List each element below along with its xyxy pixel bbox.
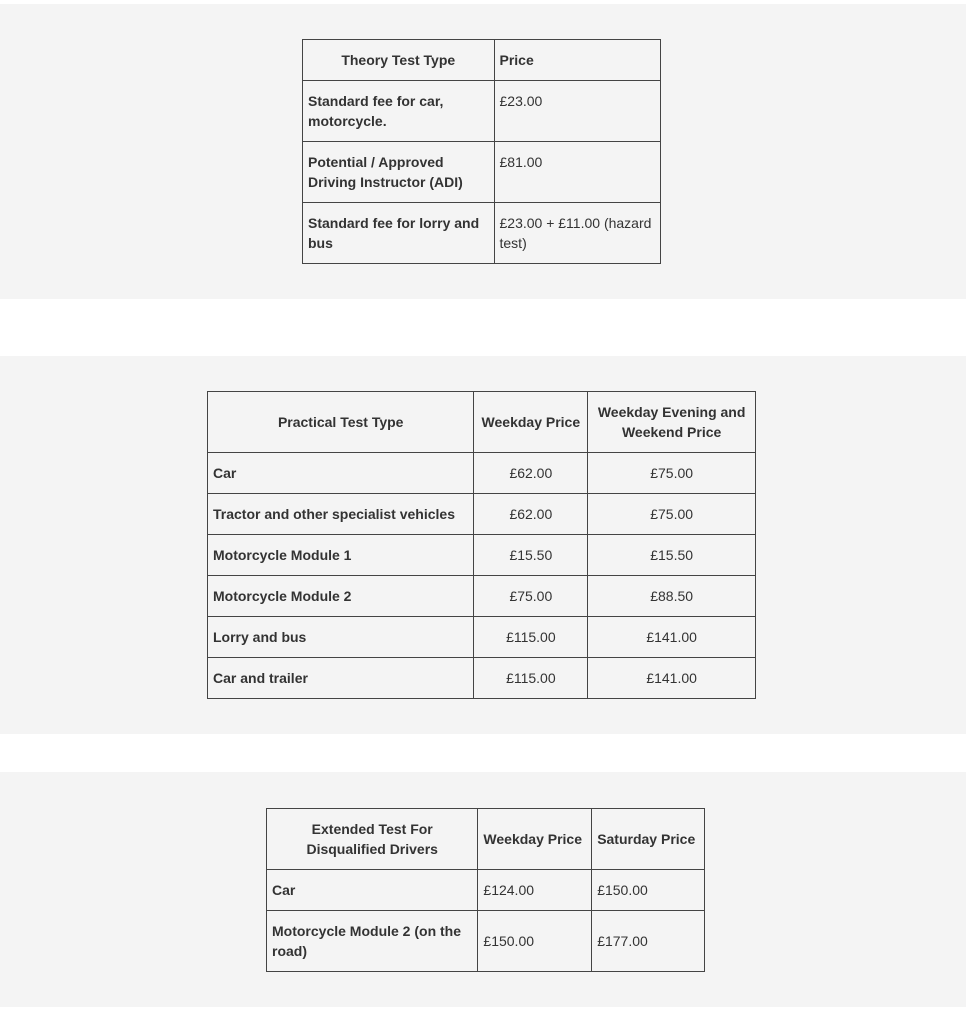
column-header-saturday-price: Saturday Price — [592, 809, 705, 870]
weekday-price-cell: £75.00 — [474, 576, 588, 617]
table-row — [208, 453, 756, 494]
table-row — [267, 911, 705, 972]
theory-type-cell: Standard fee for lorry and bus — [303, 203, 495, 264]
weekday-price-cell: £62.00 — [474, 453, 588, 494]
table-row — [303, 142, 661, 203]
table-header-row — [208, 392, 756, 453]
theory-price-cell: £23.00 — [494, 81, 661, 142]
column-header-theory-test-type: Theory Test Type — [303, 40, 495, 81]
column-header-practical-test-type: Practical Test Type — [208, 392, 474, 453]
table-row — [208, 535, 756, 576]
evening-weekend-price-cell: £15.50 — [588, 535, 756, 576]
table-row — [267, 870, 705, 911]
theory-test-table — [302, 39, 661, 264]
column-header-evening-weekend-price: Weekday Evening and Weekend Price — [588, 392, 756, 453]
extended-type-cell: Motorcycle Module 2 (on the road) — [267, 911, 478, 972]
practical-type-cell: Car — [208, 453, 474, 494]
evening-weekend-price-cell: £75.00 — [588, 453, 756, 494]
evening-weekend-price-cell: £141.00 — [588, 658, 756, 699]
column-header-weekday-price: Weekday Price — [474, 392, 588, 453]
extended-test-table — [266, 808, 705, 972]
theory-test-section — [0, 4, 966, 299]
table-row — [208, 576, 756, 617]
table-header-row — [267, 809, 705, 870]
weekday-price-cell: £62.00 — [474, 494, 588, 535]
theory-type-cell: Potential / Approved Driving Instructor (ADI) — [303, 142, 495, 203]
practical-test-section — [0, 356, 966, 734]
table-row — [208, 617, 756, 658]
weekday-price-cell: £15.50 — [474, 535, 588, 576]
table-row — [303, 203, 661, 264]
evening-weekend-price-cell: £75.00 — [588, 494, 756, 535]
evening-weekend-price-cell: £88.50 — [588, 576, 756, 617]
theory-type-cell: Standard fee for car, motorcycle. — [303, 81, 495, 142]
table-header-row — [303, 40, 661, 81]
theory-price-cell: £23.00 + £11.00 (hazard test) — [494, 203, 661, 264]
practical-type-cell: Car and trailer — [208, 658, 474, 699]
weekday-price-cell: £115.00 — [474, 658, 588, 699]
extended-type-cell: Car — [267, 870, 478, 911]
evening-weekend-price-cell: £141.00 — [588, 617, 756, 658]
extended-test-section — [0, 772, 966, 1007]
column-header-extended-test-type: Extended Test For Disqualified Drivers — [267, 809, 478, 870]
weekday-price-cell: £115.00 — [474, 617, 588, 658]
theory-price-cell: £81.00 — [494, 142, 661, 203]
saturday-price-cell: £177.00 — [592, 911, 705, 972]
practical-type-cell: Lorry and bus — [208, 617, 474, 658]
weekday-price-cell: £124.00 — [478, 870, 592, 911]
practical-type-cell: Motorcycle Module 2 — [208, 576, 474, 617]
practical-type-cell: Tractor and other specialist vehicles — [208, 494, 474, 535]
saturday-price-cell: £150.00 — [592, 870, 705, 911]
table-row — [208, 658, 756, 699]
table-row — [303, 81, 661, 142]
column-header-price: Price — [494, 40, 661, 81]
column-header-weekday-price: Weekday Price — [478, 809, 592, 870]
practical-type-cell: Motorcycle Module 1 — [208, 535, 474, 576]
weekday-price-cell: £150.00 — [478, 911, 592, 972]
practical-test-table — [207, 391, 756, 699]
table-row — [208, 494, 756, 535]
